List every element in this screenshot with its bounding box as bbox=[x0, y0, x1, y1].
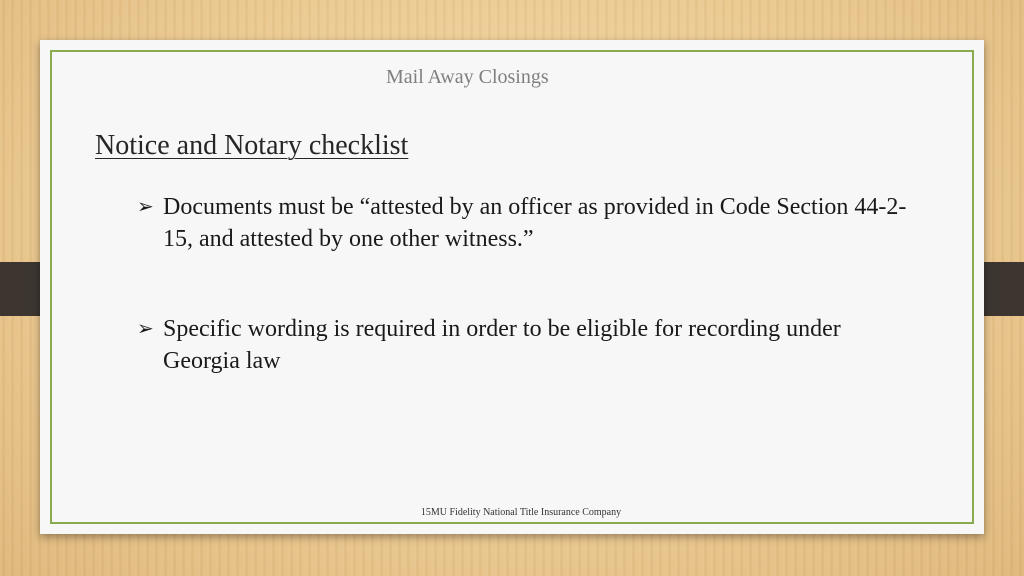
arrowhead-bullet-icon: ➢ bbox=[137, 196, 154, 218]
slide-title: Notice and Notary checklist bbox=[95, 130, 409, 161]
bullet-item bbox=[137, 191, 907, 255]
header-title: Mail Away Closings bbox=[386, 66, 549, 88]
arrowhead-bullet-icon: ➢ bbox=[137, 318, 154, 340]
bullet-item bbox=[137, 313, 907, 377]
slide-card bbox=[40, 40, 984, 534]
slide-footer: 15MU Fidelity National Title Insurance Company bbox=[420, 507, 622, 518]
bullet-text: Specific wording is required in order to be eligible for recording under Georgia law bbox=[163, 316, 841, 374]
bullet-text: Documents must be “attested by an officer as provided in Code Section 44-2-15, and attested by one other witness.” bbox=[163, 194, 907, 252]
slide-border bbox=[50, 50, 974, 524]
